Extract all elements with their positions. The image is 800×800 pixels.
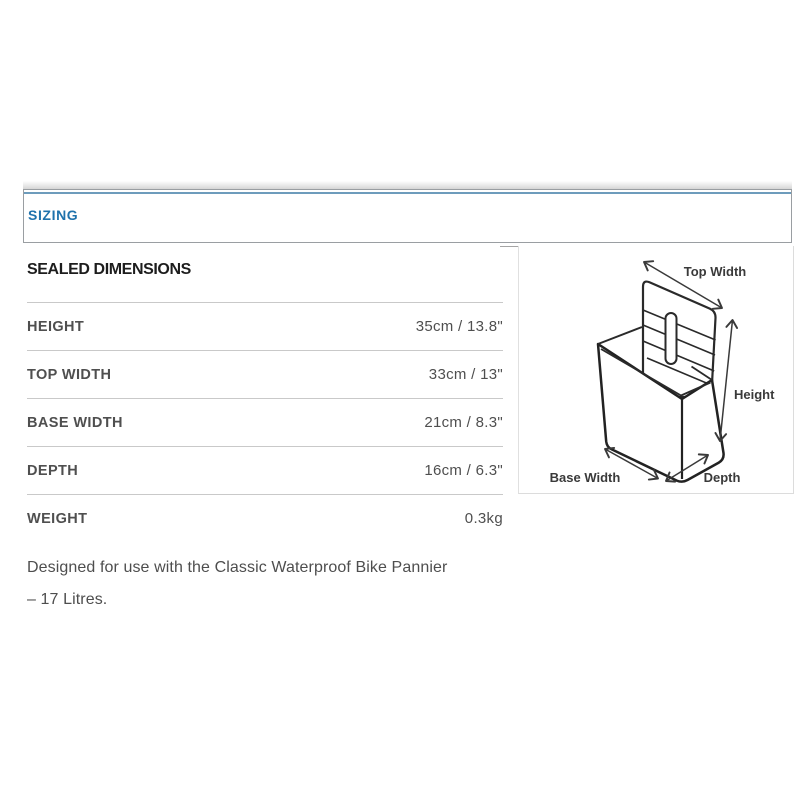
product-diagram-card bbox=[518, 246, 794, 494]
height-label: Height bbox=[734, 387, 775, 402]
height-arrow bbox=[720, 320, 733, 441]
note-line-1: Designed for use with the Classic Waterproof Bike Pannier bbox=[27, 559, 448, 576]
base-width-label: Base Width bbox=[549, 470, 621, 485]
hanger-slot bbox=[666, 313, 677, 364]
sealed-dimensions-section bbox=[27, 261, 503, 616]
table-row bbox=[27, 494, 503, 542]
dimension-value: 35cm / 13.8" bbox=[415, 318, 503, 335]
sizing-header-label: SIZING bbox=[28, 207, 79, 223]
bucket-back-rim-left bbox=[598, 327, 642, 344]
dimension-value: 0.3kg bbox=[464, 510, 503, 527]
dimension-label: HEIGHT bbox=[27, 318, 85, 335]
dimension-label: WEIGHT bbox=[27, 510, 88, 527]
sealed-dimensions-heading: SEALED DIMENSIONS bbox=[27, 261, 191, 278]
dimension-value: 16cm / 6.3" bbox=[424, 462, 503, 479]
compatibility-note bbox=[27, 552, 503, 616]
sizing-accordion-header[interactable] bbox=[23, 189, 792, 243]
depth-label: Depth bbox=[703, 470, 741, 485]
sizing-accent-line bbox=[24, 192, 791, 194]
dimension-value: 21cm / 8.3" bbox=[424, 414, 503, 431]
dimension-label: TOP WIDTH bbox=[27, 366, 112, 383]
pannier-dimensions-diagram bbox=[539, 247, 795, 493]
table-row bbox=[27, 446, 503, 494]
section-divider-shadow bbox=[23, 181, 792, 189]
dimensions-table bbox=[27, 302, 503, 542]
table-row bbox=[27, 350, 503, 398]
dimension-label: DEPTH bbox=[27, 462, 79, 479]
top-width-label: Top Width bbox=[683, 264, 747, 279]
dimension-label: BASE WIDTH bbox=[27, 414, 123, 431]
dimension-value: 33cm / 13" bbox=[428, 366, 503, 383]
table-row bbox=[27, 398, 503, 446]
note-line-2: – 17 Litres. bbox=[27, 591, 108, 608]
table-row bbox=[27, 302, 503, 350]
